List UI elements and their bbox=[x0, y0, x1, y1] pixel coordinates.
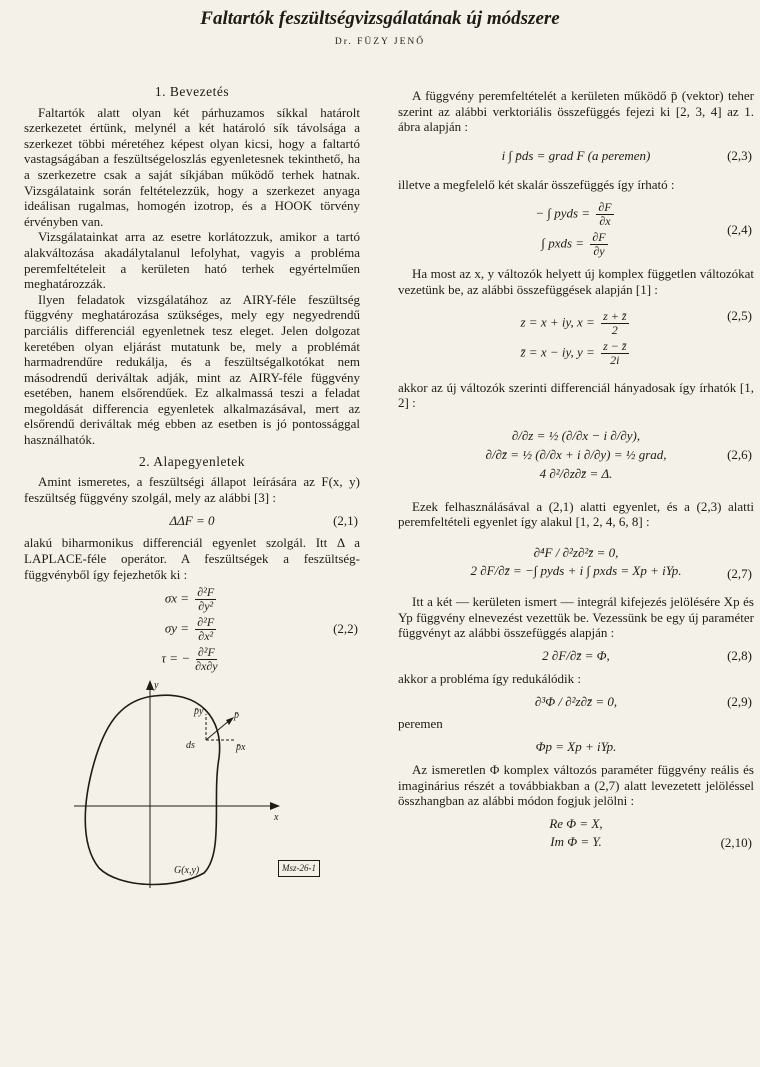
equation-lhs: − ∫ pyds = bbox=[535, 205, 594, 221]
equation-line: ∂/∂z̄ = ½ (∂/∂x + i ∂/∂y) = ½ grad, bbox=[485, 446, 667, 462]
denominator: 2i bbox=[610, 353, 620, 368]
author-line: Dr. FÜZY JENŐ bbox=[334, 37, 426, 47]
equation-line: Re Φ = X, bbox=[549, 815, 603, 831]
equation-body: 2 ∂F/∂z̄ = Φ, bbox=[542, 647, 610, 663]
equation-number: (2,9) bbox=[727, 693, 752, 709]
paragraph: Vizsgálatainkat arra az esetre korlátozzuk, amikor a tartó alakváltozása akadálytalanul lefolyhat, vagyis a probléma peremfeltételeit a kerületen ható terhek egyértelműen meghatározzák. bbox=[24, 229, 360, 292]
equation-number: (2,8) bbox=[727, 647, 752, 663]
equation-line: ∂⁴F / ∂²z∂²z̄ = 0, bbox=[533, 544, 619, 560]
paragraph: peremen bbox=[398, 716, 443, 732]
equation-body: ΔΔF = 0 bbox=[169, 512, 215, 528]
paragraph: Ha most az x, y változók helyett új komplex független változókat vezetünk be, az alábbi összefüggések alapján [1] : bbox=[398, 266, 754, 297]
paragraph: Amint ismeretes, a feszültségi állapot leírására az F(x, y) feszültség függvény szolgál, mely az alábbi [3] : bbox=[24, 474, 360, 505]
equation-number: (2,7) bbox=[727, 565, 752, 581]
paragraph: Ezek felhasználásával a (2,1) alatti egyenlet, és a (2,3) alatti peremfeltételi egyenlet így alakul [1, 2, 4, 6, 8] : bbox=[398, 498, 754, 530]
denominator: ∂x² bbox=[198, 628, 214, 643]
equation-lhs: z̄ = x − iy, y = bbox=[520, 344, 599, 360]
px-label: p̄x bbox=[236, 742, 246, 754]
equation-2-6 bbox=[398, 415, 754, 495]
equation-body: Φp = Xp + iYp. bbox=[535, 739, 617, 755]
equation-number: (2,2) bbox=[333, 621, 358, 637]
equation-lhs: z = x + iy, x = bbox=[520, 314, 599, 330]
numerator: z − z̄ bbox=[603, 339, 627, 354]
denominator: 2 bbox=[611, 323, 618, 338]
paragraph: akkor a probléma így redukálódik : bbox=[398, 670, 582, 686]
equation-2-2 bbox=[24, 586, 360, 672]
denominator: ∂y² bbox=[198, 598, 214, 613]
numerator: ∂²F bbox=[197, 644, 215, 659]
ds-label: ds bbox=[186, 740, 195, 752]
paragraph: akkor az új változók szerinti differenciál hányadosak így írhatók [1, 2] : bbox=[398, 379, 754, 411]
left-column bbox=[24, 84, 360, 893]
p-vector-label: p̄ bbox=[234, 710, 239, 722]
numerator: ∂F bbox=[598, 199, 612, 214]
equation-2-1 bbox=[24, 509, 360, 531]
right-column bbox=[398, 88, 754, 857]
paragraph: A függvény peremfeltételét a kerületen működő p̄ (vektor) teher szerint az alábbi verktoriális összefüggés fejezi ki [2, 3, 4] az 1. ábra alapján : bbox=[398, 88, 754, 135]
section-heading-introduction: 1. Bevezetés bbox=[154, 84, 230, 99]
py-label: p̄y bbox=[194, 706, 204, 718]
equation-body: ∂³Φ / ∂²z∂z̄ = 0, bbox=[534, 693, 618, 709]
sigma-x-lhs: σx = bbox=[164, 590, 193, 606]
equation-2-5 bbox=[398, 302, 754, 376]
denominator: ∂y bbox=[593, 243, 605, 258]
equation-number: (2,5) bbox=[727, 307, 752, 323]
equation-number: (2,3) bbox=[727, 147, 752, 163]
equation-number: (2,1) bbox=[333, 512, 358, 528]
paragraph: Itt a két — kerületen ismert — integrál kifejezés jelölésére Xp és Yp függvény elnevezést vezettük be. Vezessünk be egy új paraméter függvényt az alábbi összefüggés alapján : bbox=[398, 593, 754, 641]
article-title: Faltartók feszültségvizsgálatának új módszere bbox=[200, 8, 560, 29]
equation-lhs: ∫ pxds = bbox=[541, 235, 588, 251]
equation-2-3 bbox=[398, 139, 754, 173]
y-axis-label: y bbox=[154, 680, 159, 692]
sigma-y-lhs: σy = bbox=[164, 620, 193, 636]
equation-line: ∂/∂z = ½ (∂/∂x − i ∂/∂y), bbox=[511, 428, 641, 444]
equation-2-9 bbox=[398, 690, 754, 712]
equation-2-7 bbox=[398, 534, 754, 590]
equation-number: (2,6) bbox=[727, 446, 752, 462]
x-axis-label: x bbox=[274, 812, 279, 824]
figure-tag: Msz-26-1 bbox=[278, 860, 320, 878]
tau-lhs: τ = − bbox=[161, 650, 191, 666]
figure-1 bbox=[24, 678, 360, 893]
numerator: ∂²F bbox=[197, 614, 215, 629]
equation-boundary bbox=[398, 736, 754, 758]
equation-number: (2,4) bbox=[727, 221, 752, 237]
equation-2-4 bbox=[398, 196, 754, 262]
denominator: ∂x∂y bbox=[195, 658, 218, 673]
paragraph: Ilyen feladatok vizsgálatához az AIRY-féle feszültség függvény meghatározása szükséges, mely egy negyedrendű parciális differenciál egyenletnek tesz eleget. Jelen dolgozat keretében olyan eljárást mutatunk be, mely a problémát harmadrendűre redukálja, és a feszültségalkotókat nem másodrendű deriváltak adják, mint az AIRY-féle függvény esetében, hanem elsőrendűek. Ez alkalmassá teszi a feladat megoldását differencia egyenletek alkalmazásával, mert az elsőrendű deriváltak még ebben az esetben is jó pontossággal használhatók. bbox=[24, 291, 360, 448]
equation-body: i ∫ p̄ds = grad F (a peremen) bbox=[501, 147, 651, 163]
equation-line: 4 ∂²/∂z∂z̄ = Δ. bbox=[539, 465, 613, 481]
numerator: z + z̄ bbox=[603, 309, 627, 324]
numerator: ∂²F bbox=[197, 584, 215, 599]
g-label: G(x,y) bbox=[174, 865, 200, 877]
equation-line: 2 ∂F/∂z̄ = −∫ pyds + i ∫ pxds = Xp + iYp. bbox=[470, 563, 682, 579]
equation-2-10 bbox=[398, 813, 754, 853]
numerator: ∂F bbox=[592, 229, 606, 244]
denominator: ∂x bbox=[599, 213, 611, 228]
equation-2-8 bbox=[398, 645, 754, 667]
equation-line: Im Φ = Y. bbox=[550, 834, 602, 850]
equation-number: (2,10) bbox=[720, 834, 752, 850]
paragraph: illetve a megfelelő két skalár összefüggés így írható : bbox=[398, 176, 675, 192]
paragraph: Faltartók alatt olyan két párhuzamos síkkal határolt szerkezetet értünk, melynél a két határoló sík távolsága a szerkezet többi méretéhez képest olyan kicsi, hogy a faltartó vastagságában a feszültségeloszlás egyenletesnek tekinthető, ha a szerkezetre csak a saját síkjában működő terhek hatnak. Vizsgálataink során feltételezzük, hogy a szerkezet anyaga ideálisan rugalmas, homogén izotrop, és a HOOK törvény érvényben van. bbox=[24, 104, 360, 229]
paragraph: alakú biharmonikus differenciál egyenlet szolgál. Itt Δ a LAPLACE-féle operátor. A feszültségek a feszültség-függvényből így fejezhetők ki : bbox=[24, 535, 360, 582]
section-heading-basic-equations: 2. Alapegyenletek bbox=[139, 453, 245, 469]
paragraph: Az ismeretlen Φ komplex változós paraméter függvény reális és imaginárius részét a továbbiakban a (2,7) alatt levezetett jelöléssel összhangban az alábbi módon fogjuk jelölni : bbox=[398, 761, 754, 809]
